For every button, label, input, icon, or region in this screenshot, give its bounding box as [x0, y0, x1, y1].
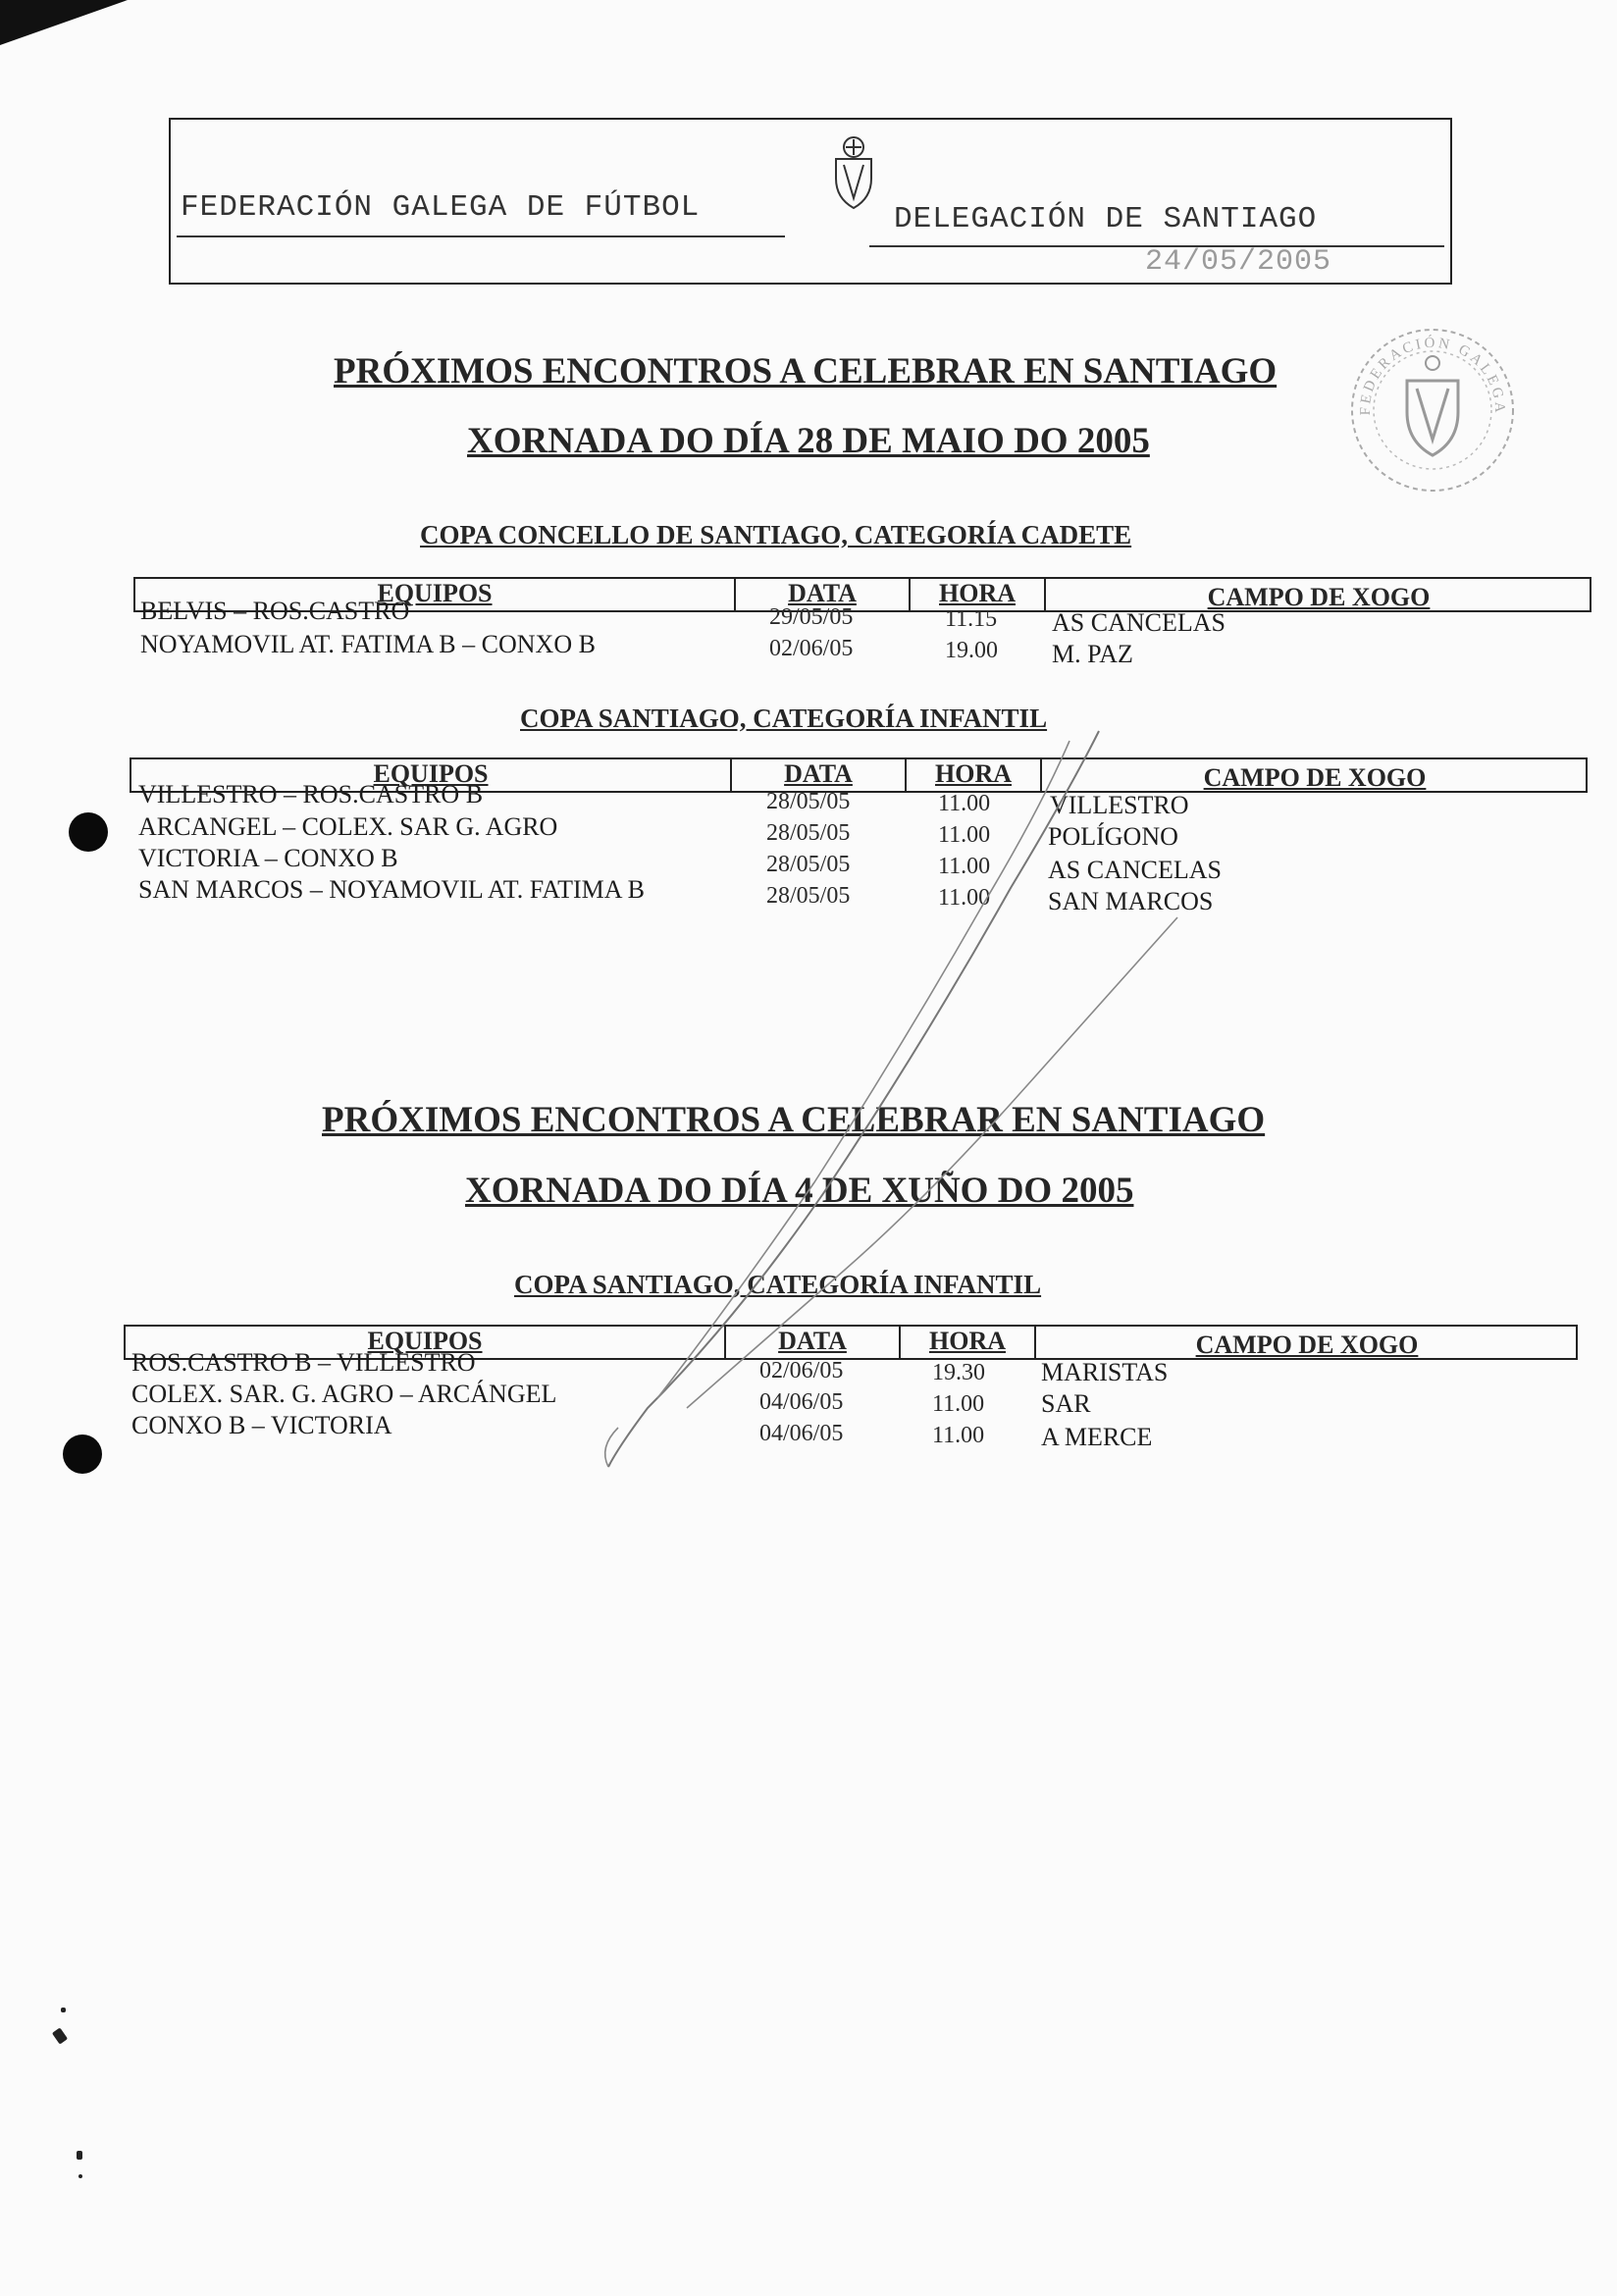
match-time: 11.00: [932, 1423, 985, 1448]
stamp-text: FEDERACIÓN GALEGA: [1357, 335, 1508, 416]
federation-crest-icon: [832, 133, 875, 210]
match-field: M. PAZ: [1052, 640, 1133, 668]
matchday-title: XORNADA DO DÍA 28 DE MAIO DO 2005: [467, 421, 1150, 461]
divider: [177, 235, 785, 237]
scan-speck: [52, 2027, 68, 2044]
match-field: VILLESTRO: [1050, 791, 1189, 819]
handwritten-signature-icon: [549, 721, 1217, 1477]
match-field: SAN MARCOS: [1048, 887, 1214, 915]
match-date: 29/05/05: [769, 604, 854, 630]
header-time: HORA: [939, 579, 1016, 607]
match-teams: COLEX. SAR. G. AGRO – ARCÁNGEL: [131, 1380, 557, 1408]
match-date: 28/05/05: [766, 883, 851, 909]
header-date: DATA: [788, 579, 857, 607]
header-field: CAMPO DE XOGO: [1195, 1331, 1419, 1359]
match-time: 19.00: [945, 638, 998, 663]
punch-hole: [69, 812, 108, 852]
match-field: A MERCE: [1041, 1423, 1153, 1451]
competition-title: COPA SANTIAGO, CATEGORÍA INFANTIL: [520, 704, 1048, 733]
header-teams: EQUIPOS: [367, 1327, 483, 1355]
match-time: 11.00: [938, 885, 991, 911]
match-teams: ARCANGEL – COLEX. SAR G. AGRO: [138, 812, 558, 841]
match-date: 28/05/05: [766, 789, 851, 814]
header-time: HORA: [935, 759, 1012, 788]
match-date: 28/05/05: [766, 820, 851, 846]
match-field: AS CANCELAS: [1048, 856, 1222, 884]
header-time: HORA: [929, 1327, 1006, 1355]
letterhead: [169, 118, 1452, 285]
svg-text:FEDERACIÓN GALEGA: [1358, 335, 1507, 416]
section-title: PRÓXIMOS ENCONTROS A CELEBRAR EN SANTIAGO: [322, 1100, 1266, 1140]
match-field: SAR: [1041, 1389, 1091, 1418]
match-date: 04/06/05: [759, 1421, 844, 1446]
header-teams: EQUIPOS: [373, 759, 489, 788]
match-teams: CONXO B – VICTORIA: [131, 1411, 392, 1439]
match-field: AS CANCELAS: [1052, 608, 1226, 637]
competition-title: COPA CONCELLO DE SANTIAGO, CATEGORÍA CADETE: [420, 520, 1132, 549]
match-field: POLÍGONO: [1048, 822, 1178, 851]
delegation-name: DELEGACIÓN DE SANTIAGO: [894, 202, 1318, 236]
match-field: MARISTAS: [1041, 1358, 1169, 1386]
letterhead-date: 24/05/2005: [1145, 245, 1332, 279]
match-teams: SAN MARCOS – NOYAMOVIL AT. FATIMA B: [138, 875, 645, 904]
header-date: DATA: [778, 1327, 847, 1355]
match-date: 28/05/05: [766, 852, 851, 877]
match-time: 11.00: [938, 822, 991, 848]
match-date: 02/06/05: [769, 636, 854, 661]
punch-hole: [63, 1435, 102, 1474]
federation-seal-icon: [1344, 322, 1521, 498]
competition-title: COPA SANTIAGO, CATEGORÍA INFANTIL: [514, 1270, 1042, 1299]
header-field: CAMPO DE XOGO: [1207, 583, 1431, 611]
scan-speck: [78, 2174, 82, 2178]
matchday-title: XORNADA DO DÍA 4 DE XUÑO DO 2005: [465, 1171, 1134, 1211]
match-time: 11.00: [938, 791, 991, 816]
match-teams: VILLESTRO – ROS.CASTRO B: [138, 780, 484, 809]
header-teams: EQUIPOS: [377, 579, 493, 607]
header-field: CAMPO DE XOGO: [1203, 763, 1427, 792]
match-teams: ROS.CASTRO B – VILLESTRO: [131, 1348, 476, 1377]
scan-speck: [77, 2151, 82, 2160]
match-teams: VICTORIA – CONXO B: [138, 844, 398, 872]
match-time: 11.15: [945, 606, 998, 632]
scan-speck: [61, 2008, 66, 2012]
match-time: 11.00: [938, 854, 991, 879]
scan-corner-mark: [0, 0, 128, 45]
match-time: 19.30: [932, 1360, 985, 1385]
header-date: DATA: [784, 759, 853, 788]
section-title: PRÓXIMOS ENCONTROS A CELEBRAR EN SANTIAGO: [334, 351, 1278, 391]
match-date: 02/06/05: [759, 1358, 844, 1383]
federation-name: FEDERACIÓN GALEGA DE FÚTBOL: [181, 190, 701, 225]
match-time: 11.00: [932, 1391, 985, 1417]
match-date: 04/06/05: [759, 1389, 844, 1415]
match-teams: BELVIS – ROS.CASTRO: [140, 597, 410, 625]
match-teams: NOYAMOVIL AT. FATIMA B – CONXO B: [140, 630, 596, 658]
